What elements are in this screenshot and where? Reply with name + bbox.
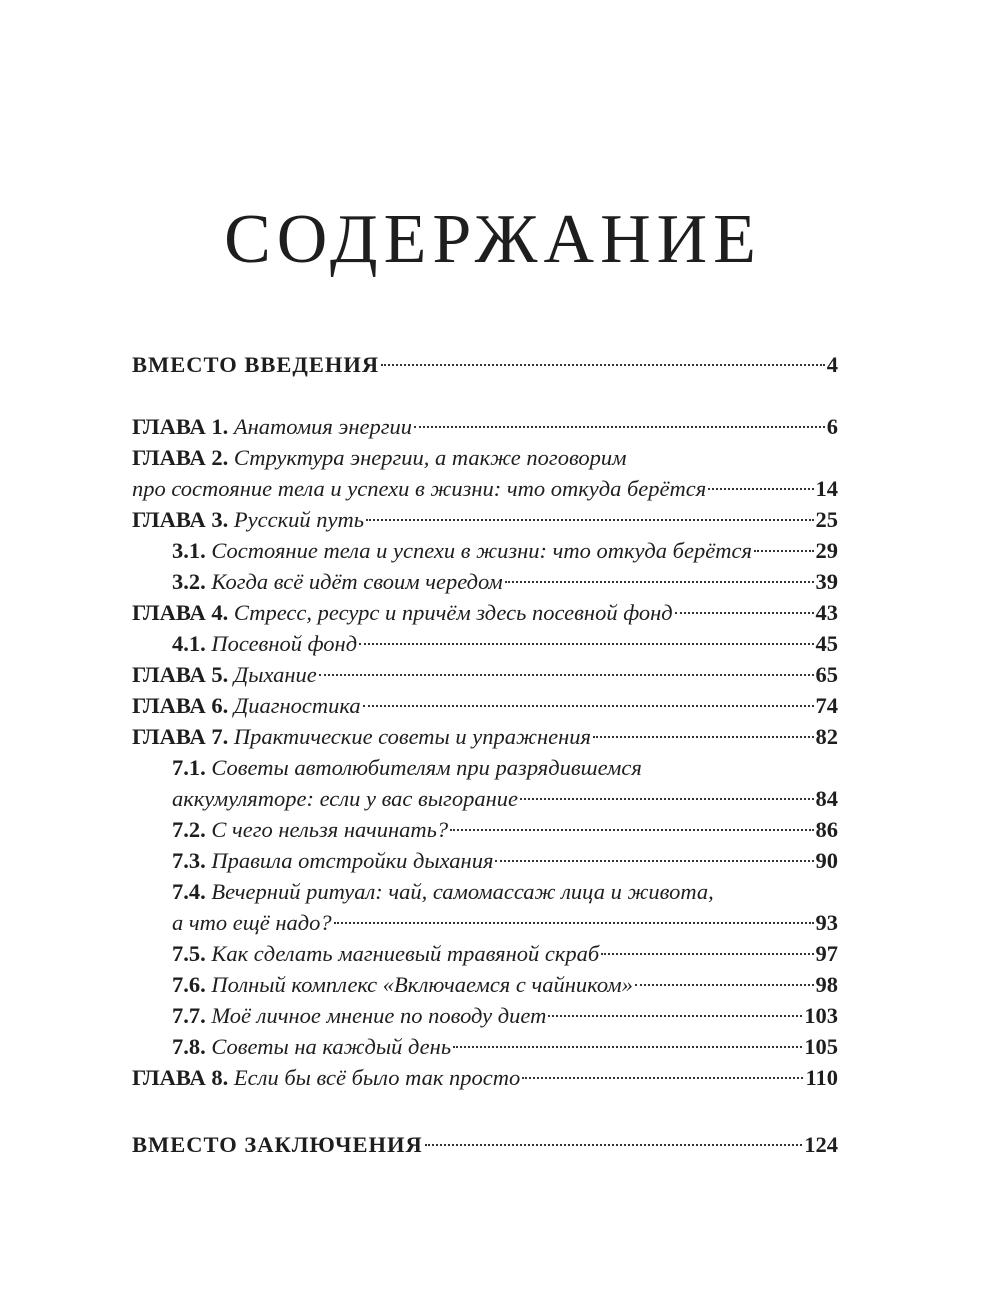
entry-label: 7.3. (172, 848, 206, 873)
dot-leader (414, 426, 825, 428)
toc-entry-chapter-7[interactable] (132, 721, 838, 752)
toc-entry-section-7-4-line-1[interactable] (132, 876, 838, 907)
entry-label: ГЛАВА 2. (132, 445, 229, 470)
toc-entry-section-7-7[interactable] (132, 1000, 838, 1031)
page-number: 98 (815, 972, 838, 997)
entry-label: 7.6. (172, 972, 206, 997)
entry-title: Советы на каждый день (211, 1034, 452, 1059)
page-number: 6 (826, 414, 838, 439)
entry-title: Моё личное мнение по поводу диет (211, 1003, 547, 1028)
page-number: 14 (815, 476, 838, 501)
toc-entry-chapter-8[interactable] (132, 1062, 838, 1093)
entry-title: Диагностика (233, 693, 361, 718)
entry-title: Дыхание (233, 662, 317, 687)
entry-title: Как сделать магниевый травяной скраб (211, 941, 600, 966)
toc-entry-section-7-4-line-2[interactable] (132, 907, 838, 938)
entry-label: 3.2. (172, 569, 206, 594)
table-of-contents (132, 349, 838, 1160)
toc-entry-chapter-6[interactable] (132, 690, 838, 721)
toc-entry-chapter-1[interactable] (132, 411, 838, 442)
dot-leader (675, 612, 814, 614)
page-number: 74 (815, 693, 838, 718)
page-number: 45 (815, 631, 838, 656)
entry-label: ГЛАВА 4. (132, 600, 229, 625)
entry-title-continued: про состояние тела и успехи в жизни: что откуда берётся (132, 476, 707, 501)
toc-entry-section-7-8[interactable] (132, 1031, 838, 1062)
page-number: 103 (804, 1003, 838, 1028)
dot-leader (450, 829, 813, 831)
toc-entry-section-7-3[interactable] (132, 845, 838, 876)
entry-label: 7.7. (172, 1003, 206, 1028)
entry-title: Русский путь (233, 507, 364, 532)
entry-label: 7.5. (172, 941, 206, 966)
toc-entry-intro[interactable] (132, 349, 838, 380)
entry-title: Советы автолюбителям при разрядившемся (211, 755, 642, 780)
entry-label: ВМЕСТО ЗАКЛЮЧЕНИЯ (132, 1132, 423, 1157)
toc-entry-section-7-5[interactable] (132, 938, 838, 969)
toc-entry-section-3-1[interactable] (132, 535, 838, 566)
toc-entry-conclusion[interactable] (132, 1129, 838, 1160)
page-number: 110 (805, 1065, 838, 1090)
entry-label: ГЛАВА 3. (132, 507, 229, 532)
entry-label: 7.1. (172, 755, 206, 780)
page-number: 105 (804, 1034, 838, 1059)
entry-label: ГЛАВА 6. (132, 693, 229, 718)
page-number: 86 (815, 817, 838, 842)
toc-entry-chapter-2-line-2[interactable] (132, 473, 838, 504)
page-number: 4 (826, 352, 838, 377)
entry-title: Стресс, ресурс и причём здесь посевной фонд (233, 600, 673, 625)
page-number: 93 (815, 910, 838, 935)
entry-title-continued: аккумуляторе: если у вас выгорание (172, 786, 518, 811)
entry-title: Посевной фонд (211, 631, 358, 656)
entry-label: ГЛАВА 7. (132, 724, 229, 749)
dot-leader (363, 705, 814, 707)
entry-label: 7.8. (172, 1034, 206, 1059)
page-number: 29 (815, 538, 838, 563)
entry-label: 7.4. (172, 879, 206, 904)
page-title: СОДЕРЖАНИЕ (224, 201, 762, 278)
entry-title: Полный комплекс «Включаемся с чайником» (211, 972, 633, 997)
toc-entry-section-4-1[interactable] (132, 628, 838, 659)
page-number: 25 (815, 507, 838, 532)
toc-entry-section-7-1-line-2[interactable] (132, 783, 838, 814)
entry-title: С чего нельзя начинать? (211, 817, 449, 842)
page-number: 124 (804, 1132, 838, 1157)
entry-title: Правила отстройки дыхания (211, 848, 494, 873)
toc-entry-section-7-2[interactable] (132, 814, 838, 845)
dot-leader (548, 1015, 802, 1017)
entry-title: Если бы всё было так просто (233, 1065, 521, 1090)
dot-leader (635, 984, 814, 986)
dot-leader (334, 922, 814, 924)
dot-leader (453, 1046, 802, 1048)
dot-leader (425, 1144, 802, 1146)
entry-label: 4.1. (172, 631, 206, 656)
dot-leader (522, 1077, 803, 1079)
entry-title: Состояние тела и успехи в жизни: что откуда берётся (211, 538, 752, 563)
dot-leader (366, 519, 814, 521)
entry-title: Когда всё идёт своим чередом (211, 569, 503, 594)
dot-leader (601, 953, 813, 955)
toc-entry-section-7-6[interactable] (132, 969, 838, 1000)
toc-entry-chapter-3[interactable] (132, 504, 838, 535)
dot-leader (381, 364, 825, 366)
dot-leader (520, 798, 814, 800)
entry-title: Анатомия энергии (233, 414, 412, 439)
toc-entry-chapter-4[interactable] (132, 597, 838, 628)
toc-entry-section-3-2[interactable] (132, 566, 838, 597)
page-number: 97 (815, 941, 838, 966)
page-number: 39 (815, 569, 838, 594)
dot-leader (359, 643, 813, 645)
toc-entry-chapter-2-line-1[interactable] (132, 442, 838, 473)
dot-leader (708, 488, 813, 490)
dot-leader (319, 674, 814, 676)
page-number: 65 (815, 662, 838, 687)
dot-leader (754, 550, 814, 552)
entry-label: ГЛАВА 8. (132, 1065, 229, 1090)
page-number: 84 (815, 786, 838, 811)
entry-label: 3.1. (172, 538, 206, 563)
entry-title: Практические советы и упражнения (233, 724, 591, 749)
entry-label: ВМЕСТО ВВЕДЕНИЯ (132, 352, 380, 377)
entry-title-continued: а что ещё надо? (172, 910, 332, 935)
dot-leader (593, 736, 814, 738)
entry-label: ГЛАВА 1. (132, 414, 229, 439)
page-number: 43 (815, 600, 838, 625)
dot-leader (495, 860, 813, 862)
entry-label: 7.2. (172, 817, 206, 842)
toc-entry-chapter-5[interactable] (132, 659, 838, 690)
dot-leader (505, 581, 814, 583)
toc-entry-section-7-1-line-1[interactable] (132, 752, 838, 783)
page-number: 90 (815, 848, 838, 873)
entry-title: Вечерний ритуал: чай, самомассаж лица и живота, (211, 879, 714, 904)
page-number: 82 (815, 724, 838, 749)
entry-label: ГЛАВА 5. (132, 662, 229, 687)
entry-title: Структура энергии, а также поговорим (233, 445, 627, 470)
